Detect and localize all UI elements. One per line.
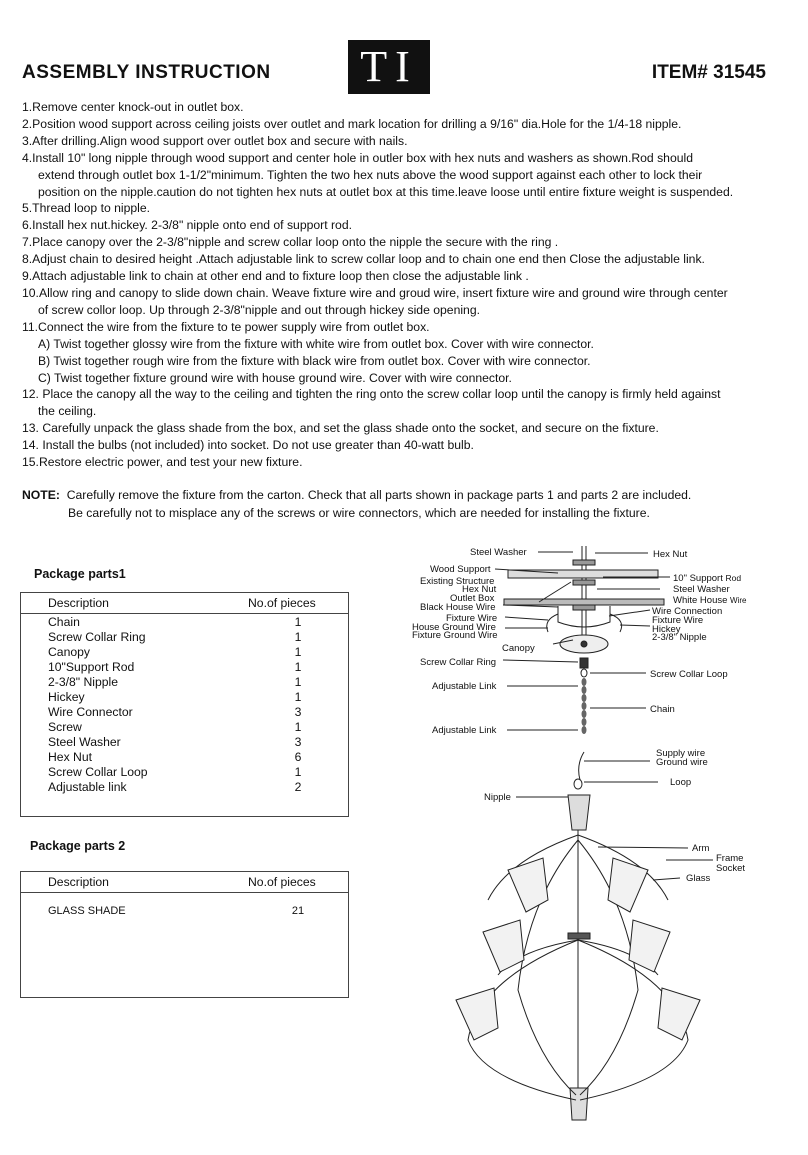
note-label: NOTE: <box>22 488 60 502</box>
step-2: 2.Position wood support across ceiling joists over outlet and mark location for drilling a 9/16" dia.Hole for the 1/4-18 nipple. <box>22 116 682 131</box>
label-hex-nut: Hex Nut <box>653 549 688 560</box>
label-supply-wire: Supply wire <box>656 748 706 759</box>
label-support-rod: 10" Support Rod <box>673 573 742 584</box>
table-row: Canopy 1 <box>48 644 302 659</box>
brand-logo: TI <box>348 40 430 94</box>
package-parts-2-table <box>20 871 349 998</box>
table-row: Hickey 1 <box>48 689 302 704</box>
page-title: ASSEMBLY INSTRUCTION <box>22 62 271 83</box>
package-parts-1-title: Package parts1 <box>34 567 126 581</box>
package-parts-2-title: Package parts 2 <box>30 839 126 853</box>
step-12-cont: the ceiling. <box>38 404 97 419</box>
label-outlet-box: Outlet Box <box>450 593 495 604</box>
table-row: Screw Collar Ring 1 <box>48 629 302 644</box>
step-13: 13. Carefully unpack the glass shade from the box, and set the glass shade onto the socket, and secure on the fixture. <box>22 421 659 436</box>
label-steel-washer: Steel Washer <box>470 547 527 558</box>
col-pieces: No.of pieces <box>248 593 348 614</box>
col-description: Description <box>21 593 248 614</box>
note-line-2: Be carefully not to misplace any of the screws or wire connectors, which are needed for installing the fixture. <box>68 506 650 520</box>
table-row: GLASS SHADE 21 <box>48 904 305 917</box>
step-8: 8.Adjust chain to desired height .Attach adjustable link to screw collar loop and to chain one end then Close the adjustable link. <box>22 252 705 267</box>
label-chain: Chain <box>650 704 675 715</box>
step-11c: C) Twist together fixture ground wire with house ground wire. Cover with wire connector. <box>38 370 512 385</box>
label-fixture-ground-wire: Fixture Ground Wire <box>412 630 498 641</box>
label-wood-support: Wood Support <box>430 564 491 575</box>
label-existing-structure: Existing Structure <box>420 576 495 587</box>
table-row: Chain 1 <box>48 614 302 629</box>
label-house-ground-wire: House Ground Wire <box>412 622 496 633</box>
label-glass: Glass <box>686 873 711 884</box>
label-black-house-wire: Black House Wire <box>420 602 496 613</box>
instruction-steps <box>22 99 802 471</box>
step-6: 6.Install hex nut.hickey. 2-3/8" nipple onto end of support rod. <box>22 218 352 233</box>
col-description: Description <box>21 872 248 893</box>
step-14: 14. Install the bulbs (not included) into socket. Do not use greater than 40-watt bulb. <box>22 438 474 453</box>
note-line-1: Carefully remove the fixture from the carton. Check that all parts shown in package parts 1 and parts 2 are included. <box>66 488 692 502</box>
label-hickey: Hickey <box>652 624 681 635</box>
label-frame: Frame <box>716 853 744 864</box>
label-white-house-wire: White House Wire <box>673 595 747 606</box>
table-row: Hex Nut 6 <box>48 749 302 764</box>
table-row: Steel Washer 3 <box>48 734 302 749</box>
label-steel-washer-right: Steel Washer <box>673 584 730 595</box>
step-4: 4.Install 10" long nipple through wood support and center hole in outler box with hex nuts and washers as shown.Rod should <box>22 150 694 165</box>
table-row: Screw 1 <box>48 719 302 734</box>
label-loop: Loop <box>670 777 692 788</box>
step-12: 12. Place the canopy all the way to the ceiling and tighten the ring onto the screw collar loop until the canopy is firmly held against <box>22 387 721 402</box>
step-1: 1.Remove center knock-out in outlet box. <box>22 100 244 114</box>
col-pieces: No.of pieces <box>248 872 348 893</box>
step-4-cont: position on the nipple.caution do not tighten hex nuts at outlet box at this time.leave loose until entire fixture weight is suspended. <box>38 184 734 199</box>
label-screw-collar-loop: Screw Collar Loop <box>650 669 728 680</box>
package-parts-1-table <box>20 592 349 817</box>
label-nipple: Nipple <box>484 792 511 803</box>
assembly-diagram <box>408 540 803 1145</box>
step-9: 9.Attach adjustable link to chain at other end and to fixture loop then close the adjustable link . <box>22 269 529 284</box>
step-11b: B) Twist together rough wire from the fixture with black wire from outlet box. Cover with wire connector. <box>38 353 591 368</box>
label-wire-connection: Wire Connection <box>652 606 723 617</box>
label-fixture-wire-left: Fixture Wire <box>446 613 498 624</box>
step-7: 7.Place canopy over the 2-3/8"nipple and screw collar loop onto the nipple the secure with the ring . <box>22 235 559 250</box>
label-hex-nut-left: Hex Nut <box>462 584 497 595</box>
step-5: 5.Thread loop to nipple. <box>22 201 151 216</box>
label-socket: Socket <box>716 863 746 874</box>
step-11a: A) Twist together glossy wire from the fixture with white wire from outlet box. Cover with wire connector. <box>38 336 594 351</box>
table-row: 2-3/8" Nipple 1 <box>48 674 302 689</box>
label-ground-wire: Ground wire <box>656 757 708 768</box>
label-canopy: Canopy <box>502 643 535 654</box>
step-10-cont: of screw collor loop. Up through 2-3/8"nipple and out through hickey side opening. <box>38 302 480 317</box>
note-block <box>22 486 802 522</box>
table-row: Wire Connector 3 <box>48 704 302 719</box>
table-row: 10"Support Rod 1 <box>48 659 302 674</box>
step-11: 11.Connect the wire from the fixture to te power supply wire from outlet box. <box>22 319 430 334</box>
step-10: 10.Allow ring and canopy to slide down chain. Weave fixture wire and groud wire, insert fixture wire and ground wire through center <box>22 285 728 300</box>
label-adjustable-link-1: Adjustable Link <box>432 681 497 692</box>
label-screw-collar-ring: Screw Collar Ring <box>420 657 497 668</box>
label-arm: Arm <box>692 843 710 854</box>
label-fixture-wire-right: Fixture Wire <box>652 615 704 626</box>
step-15: 15.Restore electric power, and test your new fixture. <box>22 455 303 470</box>
label-adjustable-link-2: Adjustable Link <box>432 725 497 736</box>
table-row: Screw Collar Loop 1 <box>48 764 302 779</box>
label-nipple-238: 2-3/8" Nipple <box>652 632 707 643</box>
step-3: 3.After drilling.Align wood support over outlet box and secure with nails. <box>22 133 408 148</box>
step-4-cont: extend through outlet box 1-1/2"minimum. Tighten the two hex nuts above the wood support against each other to lock their <box>38 167 703 182</box>
item-number: ITEM# 31545 <box>651 62 766 83</box>
table-row: Adjustable link 2 <box>48 779 302 794</box>
